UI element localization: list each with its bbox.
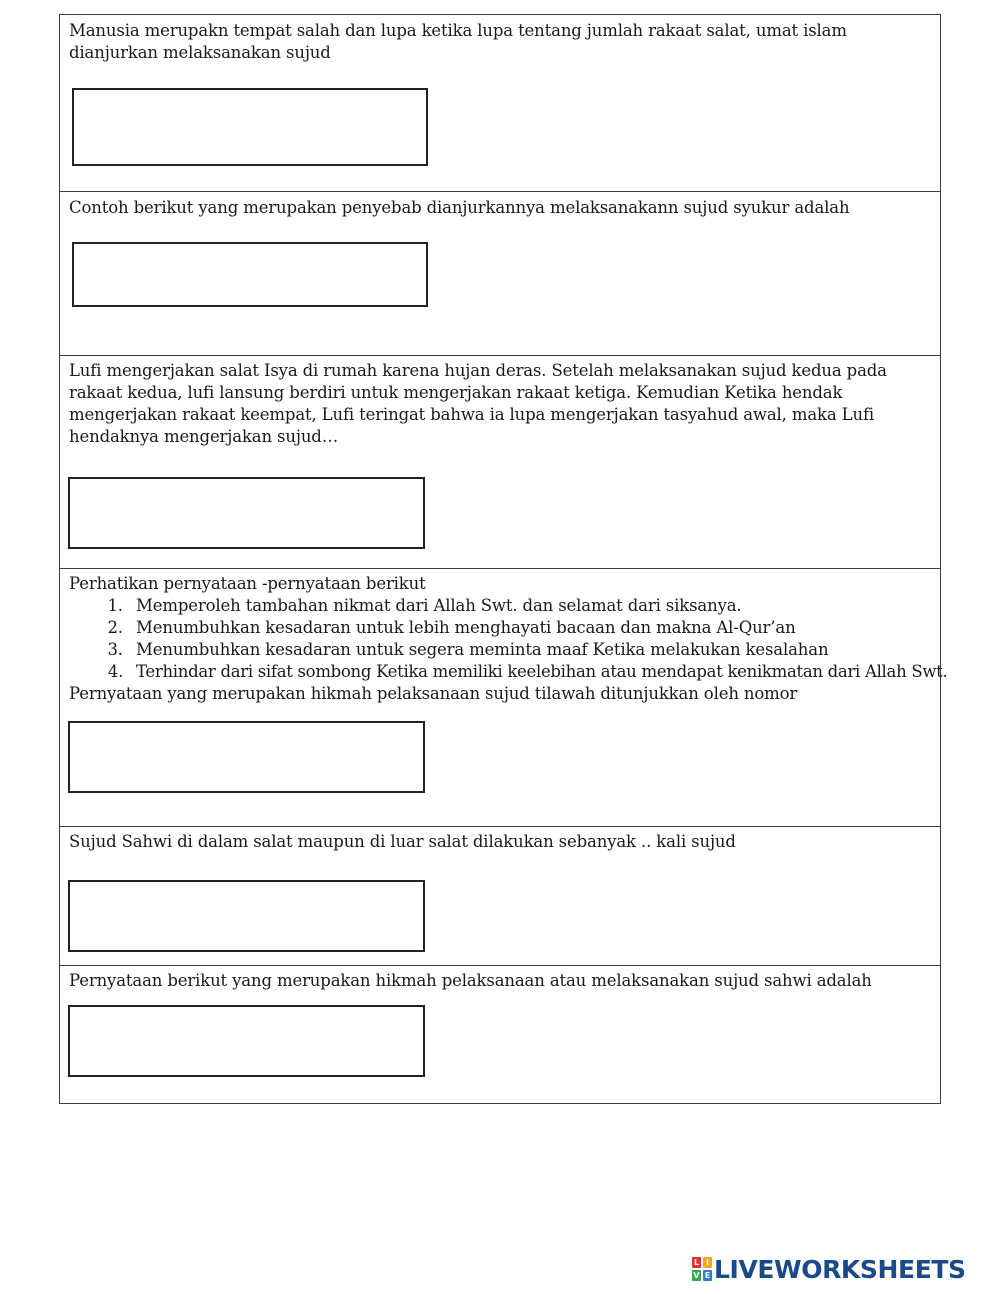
statement-list bbox=[69, 595, 948, 683]
question-2-text: Contoh berikut yang merupakan penyebab dianjurkannya melaksanakann sujud syukur adalah bbox=[69, 198, 850, 217]
question-5-text: Sujud Sahwi di dalam salat maupun di luar salat dilakukan sebanyak .. kali sujud bbox=[69, 832, 736, 851]
question-row-1 bbox=[60, 15, 940, 191]
logo-tile-i: I bbox=[703, 1257, 712, 1268]
answer-box-4[interactable] bbox=[68, 721, 425, 793]
answer-input-6[interactable] bbox=[70, 1007, 423, 1075]
liveworksheets-logo-icon bbox=[692, 1257, 712, 1281]
liveworksheets-wordmark: LIVEWORKSHEETS bbox=[714, 1254, 966, 1284]
answer-box-5[interactable] bbox=[68, 880, 425, 952]
statement-item-4: 4. Terhindar dari sifat sombong Ketika memiliki keelebihan atau mendapat kenikmatan dari Allah Swt. bbox=[128, 661, 932, 683]
answer-box-3[interactable] bbox=[68, 477, 425, 549]
statement-item-1: 1. Memperoleh tambahan nikmat dari Allah Swt. dan selamat dari siksanya. bbox=[128, 595, 932, 617]
answer-input-5[interactable] bbox=[70, 882, 423, 950]
question-4-text: Pernyataan yang merupakan hikmah pelaksanaan sujud tilawah ditunjukkan oleh nomor bbox=[69, 684, 798, 703]
answer-box-2[interactable] bbox=[72, 242, 428, 307]
answer-input-2[interactable] bbox=[74, 244, 426, 305]
liveworksheets-logo bbox=[692, 1255, 966, 1283]
answer-box-1[interactable] bbox=[72, 88, 428, 166]
logo-tile-v: V bbox=[693, 1271, 700, 1280]
question-4-block bbox=[69, 573, 948, 705]
answer-input-4[interactable] bbox=[70, 723, 423, 791]
statement-item-3: 3. Menumbuhkan kesadaran untuk segera meminta maaf Ketika melakukan kesalahan bbox=[128, 639, 932, 661]
question-row-3 bbox=[60, 355, 940, 568]
statement-item-2: 2. Menumbuhkan kesadaran untuk lebih menghayati bacaan dan makna Al-Qur’an bbox=[128, 617, 932, 639]
question-6-text: Pernyataan berikut yang merupakan hikmah pelaksanaan atau melaksanakan sujud sahwi adalah bbox=[69, 971, 872, 990]
logo-tile-l: L bbox=[693, 1258, 700, 1267]
question-row-2 bbox=[60, 191, 940, 355]
question-row-6 bbox=[60, 965, 940, 1103]
answer-input-1[interactable] bbox=[74, 90, 426, 164]
logo-tile-e: E bbox=[704, 1271, 711, 1280]
answer-input-3[interactable] bbox=[70, 479, 423, 547]
question-row-5 bbox=[60, 826, 940, 965]
question-1-text: Manusia merupakn tempat salah dan lupa ketika lupa tentang jumlah rakaat salat, umat islam dianjurkan melaksanakan sujud bbox=[69, 21, 847, 62]
question-3-text: Lufi mengerjakan salat Isya di rumah karena hujan deras. Setelah melaksanakan sujud kedua pada rakaat kedua, lufi lansung berdiri untuk mengerjakan rakaat ketiga. Kemudian Ketika hendak mengerjakan rakaat keempat, Lufi teringat bahwa ia lupa mengerjakan tasyahud awal, maka Lufi hendaknya mengerjakan sujud… bbox=[69, 361, 887, 446]
worksheet-table bbox=[59, 14, 948, 1104]
question-4-intro: Perhatikan pernyataan -pernyataan berikut bbox=[69, 574, 426, 593]
answer-box-6[interactable] bbox=[68, 1005, 425, 1077]
question-row-4 bbox=[60, 568, 948, 826]
